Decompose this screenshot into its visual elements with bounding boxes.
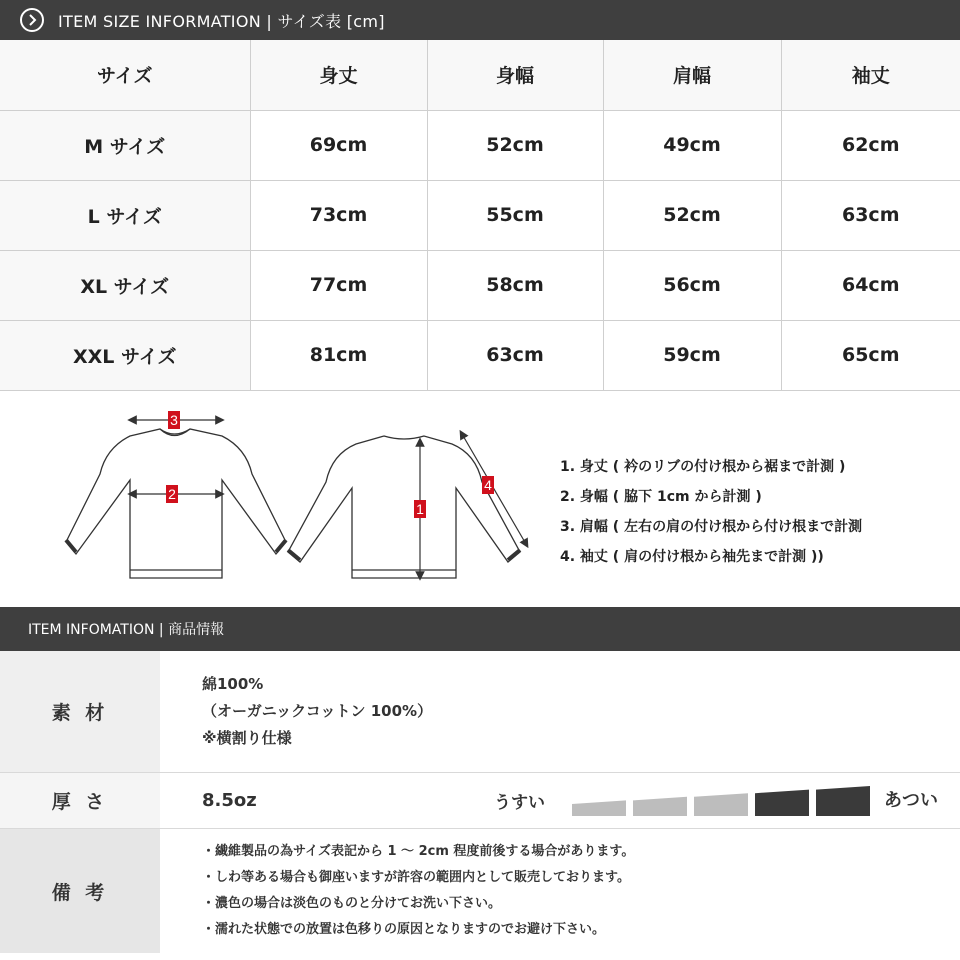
cell-length: 69cm xyxy=(250,110,427,180)
marker-2: 2 xyxy=(168,486,176,502)
cell-width: 55cm xyxy=(427,180,603,250)
row-size-label: L サイズ xyxy=(0,180,250,250)
material-row xyxy=(0,651,960,773)
note-sleeve: 4. 袖丈 ( 肩の付け根から袖先まで計測 )) xyxy=(560,549,824,565)
cell-shoulder: 59cm xyxy=(603,320,781,390)
row-size-label: M サイズ xyxy=(0,110,250,180)
thick-label: あつい xyxy=(884,790,938,811)
cell-sleeve: 65cm xyxy=(781,320,960,390)
remark-item: ・繊維製品の為サイズ表記から 1 〜 2cm 程度前後する場合があります。 xyxy=(202,844,635,859)
remark-item: ・しわ等ある場合も御座いますが許容の範囲内として販売しております。 xyxy=(202,870,630,885)
cell-width: 58cm xyxy=(427,250,603,320)
remarks-row xyxy=(0,829,960,953)
table-row xyxy=(0,320,960,390)
column-header-width: 身幅 xyxy=(427,40,603,110)
column-header-shoulder: 肩幅 xyxy=(603,40,781,110)
cell-sleeve: 63cm xyxy=(781,180,960,250)
thickness-step xyxy=(755,790,809,816)
cell-shoulder: 49cm xyxy=(603,110,781,180)
column-header-size: サイズ xyxy=(0,40,250,110)
cell-sleeve: 62cm xyxy=(781,110,960,180)
thickness-scale xyxy=(572,784,872,818)
table-row xyxy=(0,180,960,250)
front-shirt-illustration xyxy=(66,429,286,578)
thickness-label: 厚 さ xyxy=(0,773,160,828)
thickness-step xyxy=(694,793,748,816)
thickness-value: 8.5oz xyxy=(202,790,257,811)
size-table xyxy=(0,40,960,391)
note-shoulder: 3. 肩幅 ( 左右の肩の付け根から付け根まで計測 xyxy=(560,519,863,535)
thin-label: うすい xyxy=(494,793,545,813)
material-line: ※横割り仕様 xyxy=(202,729,292,747)
cell-sleeve: 64cm xyxy=(781,250,960,320)
cell-length: 73cm xyxy=(250,180,427,250)
cell-shoulder: 56cm xyxy=(603,250,781,320)
material-value xyxy=(160,651,960,772)
cell-shoulder: 52cm xyxy=(603,180,781,250)
remarks-value xyxy=(160,829,960,953)
cell-width: 52cm xyxy=(427,110,603,180)
marker-4: 4 xyxy=(484,477,492,493)
back-shirt-illustration xyxy=(288,436,520,578)
remark-item: ・濃色の場合は淡色のものと分けてお洗い下さい。 xyxy=(202,896,502,911)
material-line: 綿100% xyxy=(202,675,264,693)
column-header-length: 身丈 xyxy=(250,40,427,110)
size-info-header xyxy=(0,0,960,40)
size-table-header-row xyxy=(0,40,960,110)
material-label: 素 材 xyxy=(0,651,160,772)
row-size-label: XL サイズ xyxy=(0,250,250,320)
table-row xyxy=(0,110,960,180)
marker-1: 1 xyxy=(416,501,424,517)
thickness-step xyxy=(572,800,626,816)
thickness-step xyxy=(816,786,870,816)
cell-width: 63cm xyxy=(427,320,603,390)
item-info-header xyxy=(0,607,960,651)
table-row xyxy=(0,250,960,320)
row-size-label: XXL サイズ xyxy=(0,320,250,390)
cell-length: 77cm xyxy=(250,250,427,320)
remark-item: ・濡れた状態での放置は色移りの原因となりますのでお避け下さい。 xyxy=(202,922,606,937)
cell-length: 81cm xyxy=(250,320,427,390)
material-line: （オーガニックコットン 100%） xyxy=(202,702,433,720)
chevron-right-icon xyxy=(20,8,44,32)
note-length: 1. 身丈 ( 衿のリブの付け根から裾まで計測 ) xyxy=(560,459,846,475)
column-header-sleeve: 袖丈 xyxy=(781,40,960,110)
remarks-label: 備 考 xyxy=(0,829,160,953)
item-info-title: ITEM INFOMATION | 商品情報 xyxy=(28,622,225,638)
size-info-title: ITEM SIZE INFORMATION | サイズ表 [cm] xyxy=(58,11,385,31)
thickness-step xyxy=(633,797,687,816)
note-width: 2. 身幅 ( 脇下 1cm から計測 ) xyxy=(560,489,762,505)
measurement-notes xyxy=(560,452,862,572)
marker-3: 3 xyxy=(170,412,178,428)
